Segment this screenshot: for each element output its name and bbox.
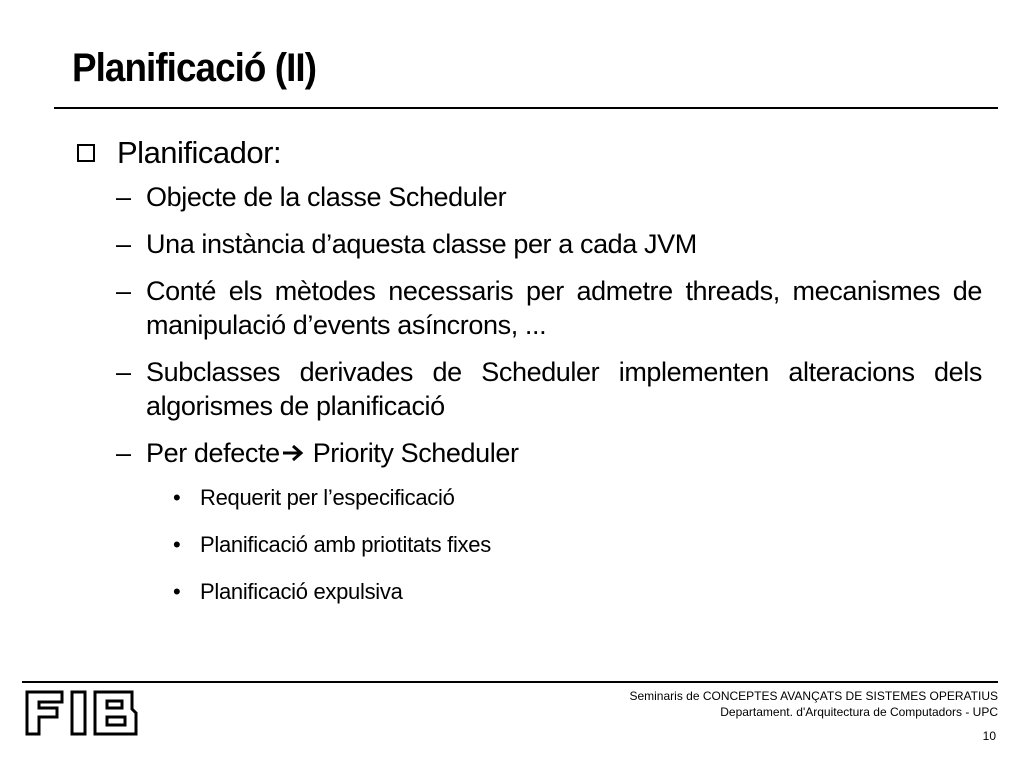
main-bullet — [70, 132, 990, 174]
dot-bullet-icon: • — [173, 579, 181, 604]
dash-bullet-icon: – — [116, 357, 131, 387]
footer-divider — [22, 681, 998, 683]
footer-department: Departament. d'Arquitectura de Computadors - UPC — [720, 705, 998, 719]
dash-bullet-icon: – — [116, 229, 131, 259]
default-suffix: Priority Scheduler — [312, 438, 519, 468]
slide-content — [70, 132, 990, 624]
sub-bullet-default — [70, 436, 990, 470]
sub-bullet-3 — [70, 274, 990, 342]
detail-bullet-3 — [70, 577, 990, 607]
footer-course: Seminaris de CONCEPTES AVANÇATS DE SISTEMES OPERATIUS — [629, 689, 998, 703]
detail-bullet-text: Planificació amb priotitats fixes — [200, 532, 491, 557]
detail-bullet-text: Requerit per l’especificació — [200, 485, 455, 510]
sub-bullet-text — [146, 436, 990, 470]
square-bullet-icon — [77, 144, 95, 162]
dot-bullet-icon: • — [173, 532, 181, 557]
main-bullet-label: Planificador: — [117, 135, 282, 170]
title-divider — [54, 107, 998, 109]
footer-info — [629, 688, 998, 720]
dash-bullet-icon: – — [116, 276, 131, 306]
sub-bullet-text: Objecte de la classe Scheduler — [146, 182, 507, 212]
sub-bullet-text: Subclasses derivades de Scheduler implementen alteracions dels algorismes de planificació — [146, 357, 982, 421]
page-number: 10 — [982, 729, 996, 743]
detail-bullet-text: Planificació expulsiva — [200, 579, 403, 604]
sub-bullet-text: Conté els mètodes necessaris per admetre threads, mecanismes de manipulació d’events asíncrons, ... — [146, 276, 982, 340]
default-prefix: Per defecte — [146, 438, 280, 468]
fib-logo — [24, 689, 140, 737]
detail-bullet-2 — [70, 530, 990, 560]
sub-bullet-text: Una instància d’aquesta classe per a cada JVM — [146, 229, 697, 259]
right-arrow-icon — [281, 436, 307, 470]
sub-bullet-2 — [70, 227, 990, 261]
sub-bullet-1 — [70, 180, 990, 214]
detail-bullet-1 — [70, 483, 990, 513]
sub-bullet-4 — [70, 355, 990, 423]
dot-bullet-icon: • — [173, 485, 181, 510]
dash-bullet-icon: – — [116, 438, 131, 468]
slide-title: Planificació (II) — [72, 46, 317, 90]
dash-bullet-icon: – — [116, 182, 131, 212]
